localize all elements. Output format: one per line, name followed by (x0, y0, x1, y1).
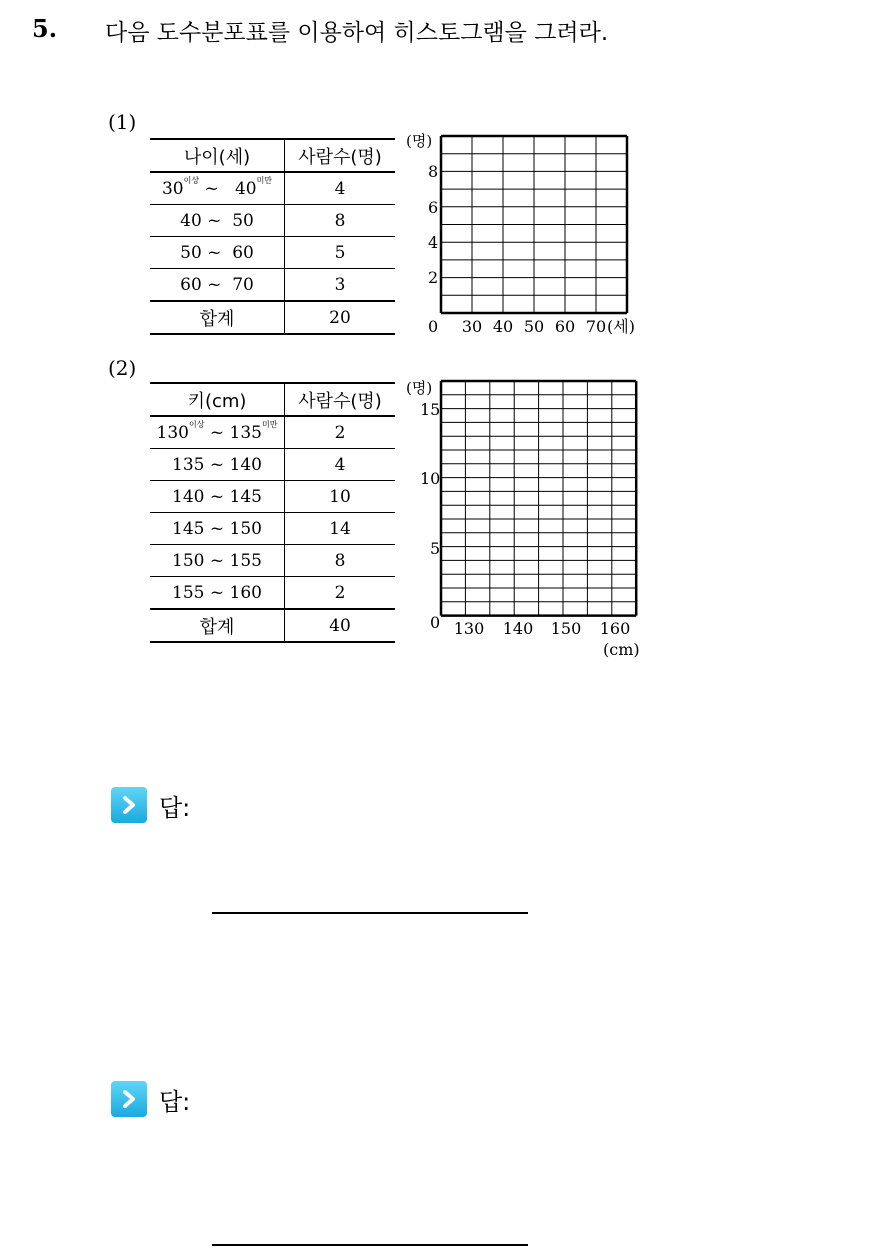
x-tick-label: 150 (550, 619, 582, 638)
count-cell: 2 (285, 416, 396, 449)
count-cell: 10 (285, 481, 396, 513)
range-sep: ~ (209, 422, 225, 443)
count-cell: 4 (285, 172, 396, 205)
class-to: 155 (229, 550, 262, 571)
count-cell: 8 (285, 205, 396, 237)
grid-lines (441, 381, 636, 616)
class-to: 135 (229, 422, 262, 443)
header-age: 나이(세) (150, 139, 285, 172)
class-from: 130 (156, 422, 189, 443)
table-row (150, 205, 395, 237)
count-cell: 14 (285, 513, 396, 545)
class-to: 150 (229, 518, 262, 539)
x-tick-label: 60 (554, 317, 576, 336)
count-cell: 3 (334, 274, 346, 295)
y-tick-label: 10 (420, 469, 441, 488)
total-row (150, 609, 395, 642)
table-row (150, 481, 395, 513)
class-to: 40 (234, 178, 257, 199)
exclusive-mark: 미만 (256, 175, 273, 185)
chevron-right-icon (111, 1081, 147, 1117)
class-to: 160 (229, 582, 262, 603)
table-row (150, 237, 395, 269)
table-row (150, 513, 395, 545)
table-row (150, 545, 395, 577)
class-from: 140 (172, 486, 205, 507)
origin-label: 0 (428, 317, 439, 336)
y-unit-label: (명) (406, 132, 433, 150)
answer-line-1[interactable] (212, 912, 528, 914)
header-height: 키(cm) (150, 383, 285, 416)
range-sep: ~ (209, 518, 225, 539)
count-cell: 5 (285, 237, 396, 269)
answer-row-2 (111, 1081, 190, 1117)
count-cell: 4 (285, 449, 396, 481)
question-text: 다음 도수분포표를 이용하여 히스토그램을 그려라. (105, 20, 609, 46)
class-from: 155 (172, 582, 205, 603)
count-cell: 8 (285, 545, 396, 577)
range-sep: ~ (209, 454, 225, 475)
y-tick-label: 4 (428, 233, 439, 252)
y-tick-label: 8 (428, 162, 439, 181)
total-label: 합계 (150, 301, 285, 334)
total-row (150, 301, 395, 334)
frequency-table-1 (150, 138, 395, 335)
class-from: 60 (180, 274, 202, 295)
x-tick-label: 140 (502, 619, 534, 638)
y-unit-label: (명) (406, 379, 433, 397)
class-to: 145 (229, 486, 262, 507)
total-value: 40 (285, 609, 396, 642)
histogram-grid-2 (400, 372, 660, 662)
y-tick-label: 2 (428, 268, 439, 287)
range-sep: ~ (207, 274, 222, 295)
class-from: 50 (180, 242, 202, 263)
range-sep: ~ (204, 178, 219, 199)
class-from: 135 (172, 454, 205, 475)
class-from: 145 (172, 518, 205, 539)
histogram-grid-1 (400, 125, 650, 340)
count-cell: 2 (334, 582, 346, 603)
exclusive-mark: 미만 (261, 419, 278, 429)
class-to: 70 (232, 274, 254, 295)
total-value: 20 (285, 301, 396, 334)
range-sep: ~ (209, 550, 225, 571)
table-row (150, 172, 395, 205)
x-unit-label: (세) (607, 317, 635, 336)
inclusive-mark: 이상 (189, 419, 205, 429)
table-row (150, 449, 395, 481)
inclusive-mark: 이상 (183, 175, 200, 185)
question-number: 5. (32, 14, 58, 43)
total-label: 합계 (150, 609, 285, 642)
answer-row-1 (111, 787, 190, 823)
x-tick-label: 160 (599, 619, 631, 638)
y-tick-label: 15 (420, 400, 441, 419)
class-to: 140 (229, 454, 262, 475)
x-tick-label: 130 (453, 619, 485, 638)
range-sep: ~ (207, 242, 222, 263)
grid-lines (441, 136, 627, 313)
answer-line-2[interactable] (212, 1244, 528, 1246)
frequency-table-2 (150, 382, 395, 643)
x-unit-label: (cm) (603, 640, 640, 659)
header-count: 사람수(명) (285, 139, 396, 172)
y-tick-label: 6 (428, 198, 439, 217)
part1-label: (1) (108, 110, 137, 134)
class-to: 60 (232, 242, 254, 263)
header-count: 사람수(명) (285, 383, 396, 416)
origin-label: 0 (430, 613, 441, 632)
range-sep: ~ (209, 486, 225, 507)
x-tick-label: 70 (585, 317, 607, 336)
range-sep: ~ (209, 582, 225, 603)
table-row (150, 577, 395, 610)
table-row (150, 269, 395, 302)
table-row (150, 416, 395, 449)
y-tick-label: 5 (430, 539, 441, 558)
chevron-right-icon (111, 787, 147, 823)
class-from: 40 (180, 210, 202, 231)
answer-label: 답: (159, 793, 191, 822)
x-tick-label: 50 (523, 317, 545, 336)
range-sep: ~ (207, 210, 222, 231)
class-from: 150 (172, 550, 205, 571)
part2-label: (2) (108, 356, 137, 380)
x-tick-label: 40 (492, 317, 514, 336)
class-to: 50 (232, 210, 254, 231)
class-from: 30 (161, 178, 184, 199)
x-tick-label: 30 (461, 317, 483, 336)
answer-label: 답: (159, 1087, 191, 1116)
